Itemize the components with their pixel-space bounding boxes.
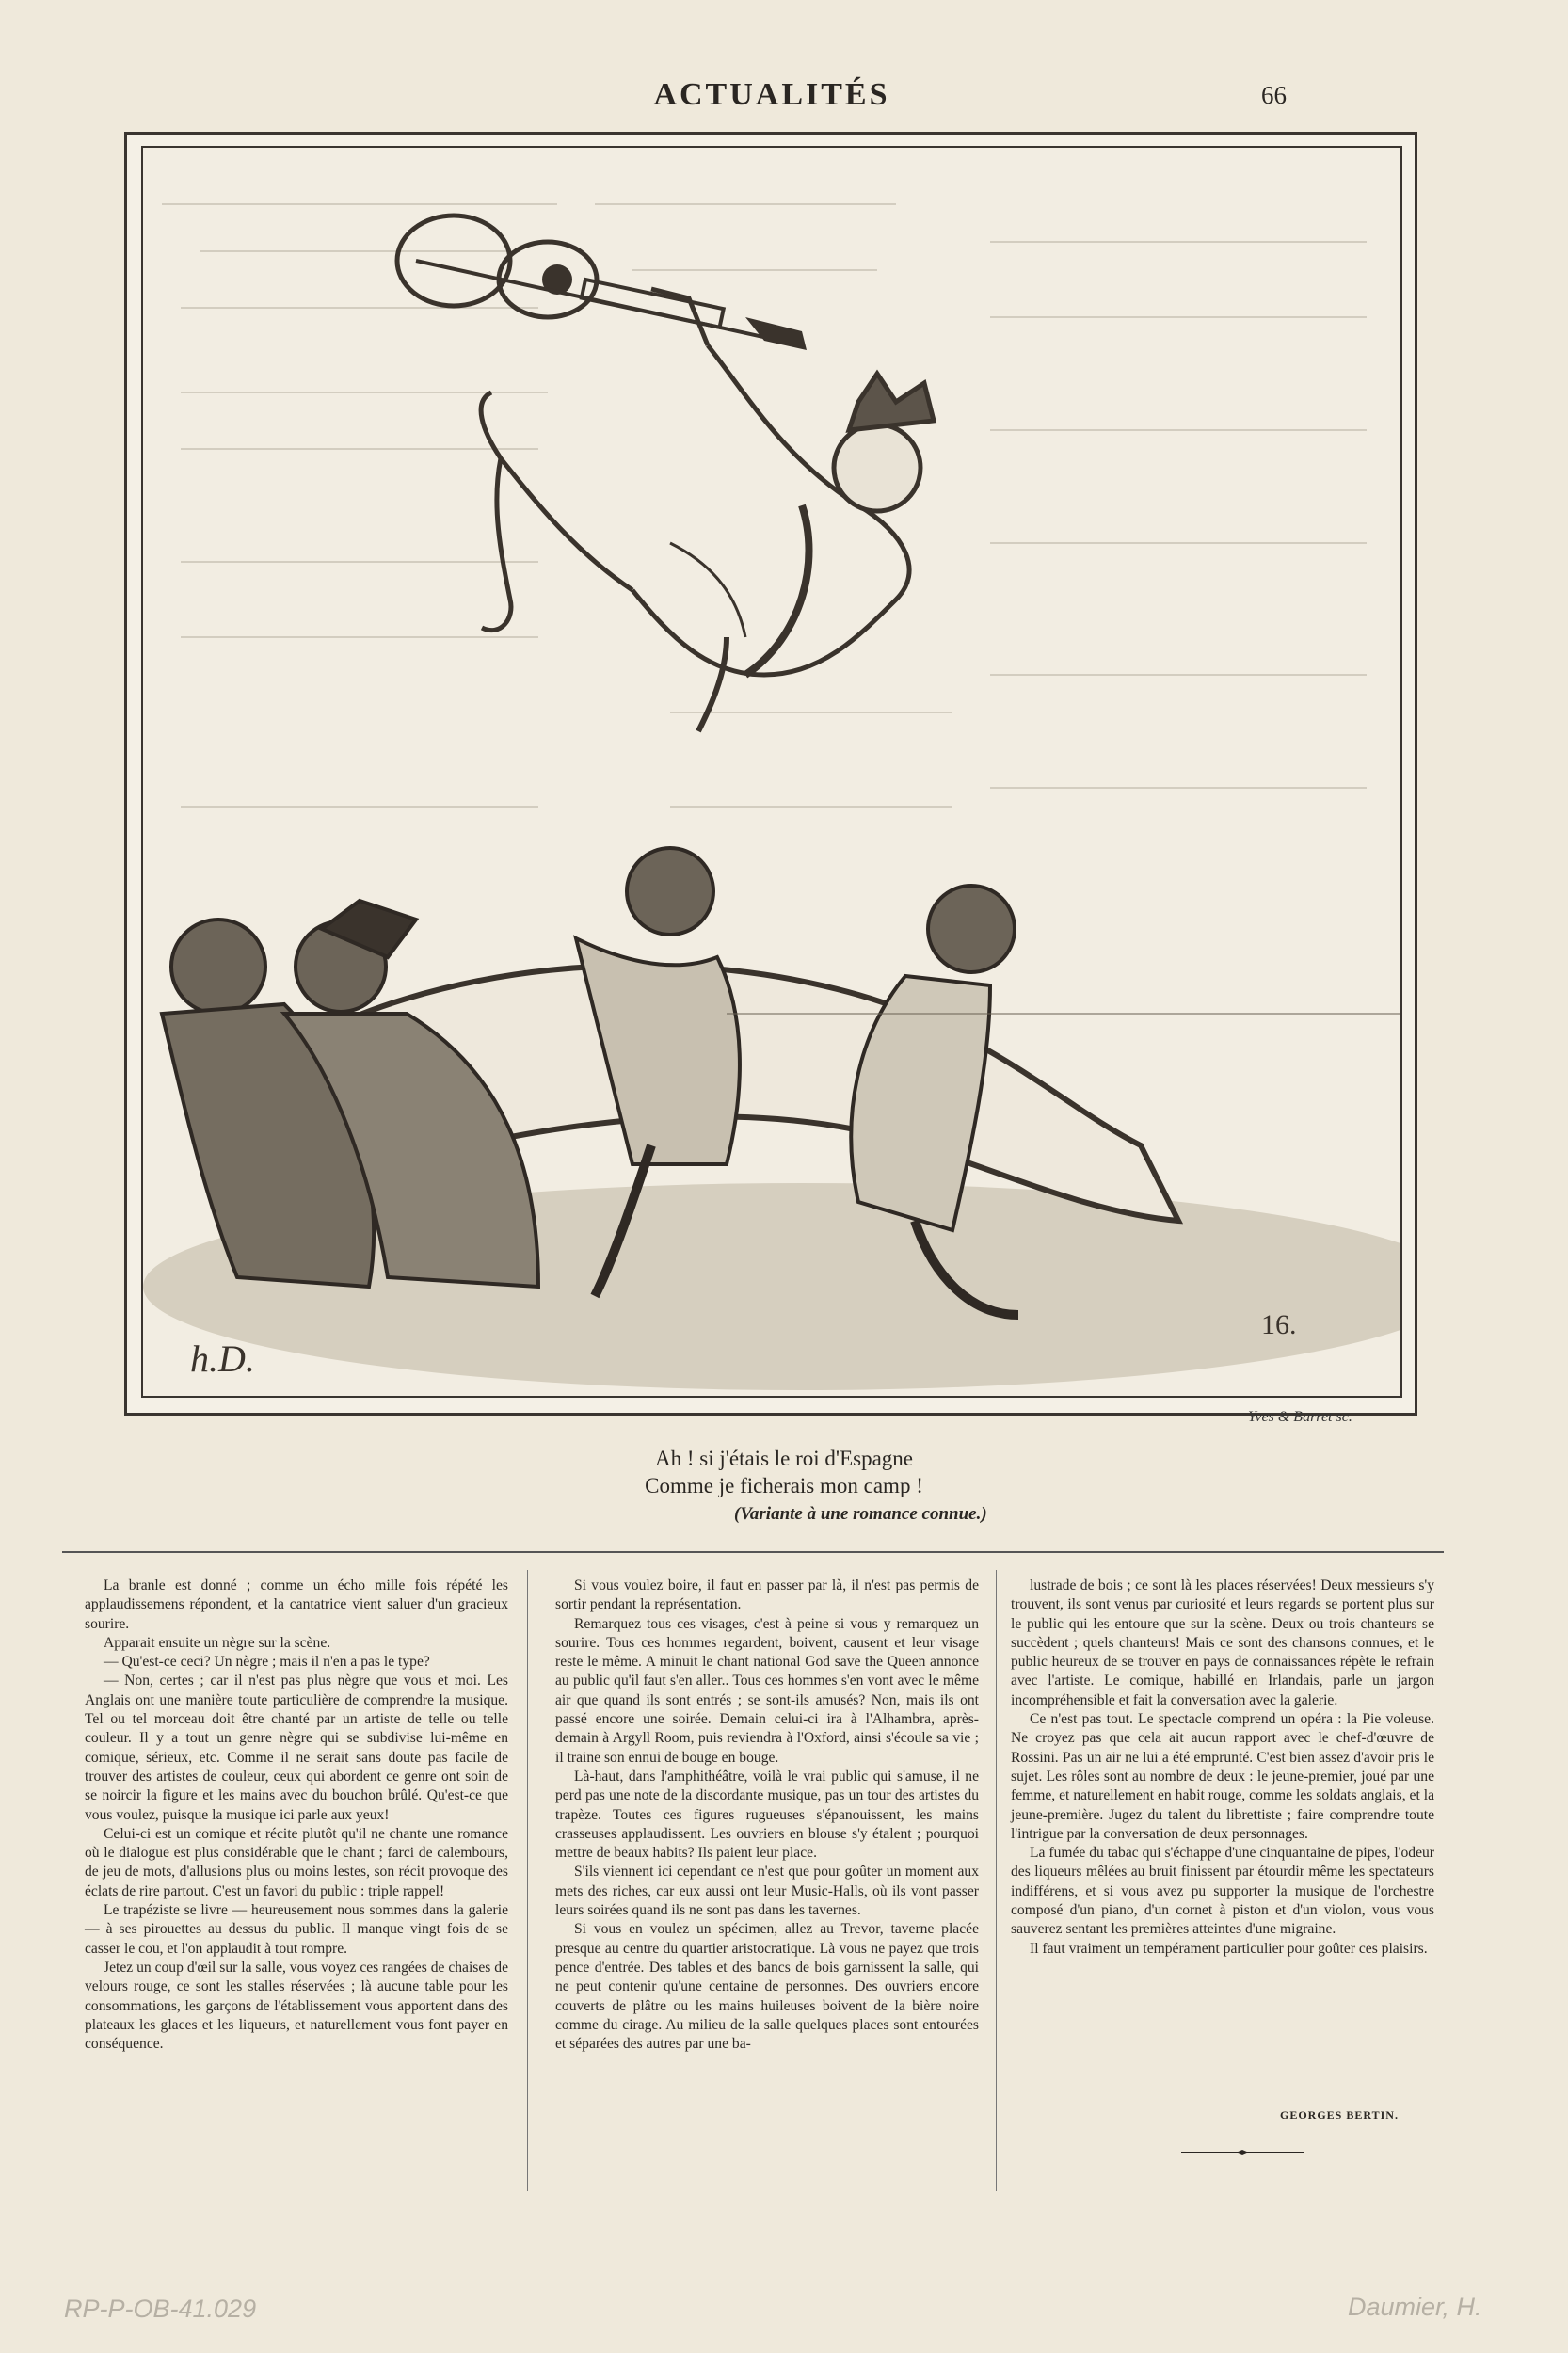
page-title: ACTUALITÉS	[653, 77, 890, 112]
paragraph: Le trapéziste se livre — heureusement nous sommes dans la galerie — à ses pirouettes au dessus du public. Il manque vingt fois de se casser le cou, et l'on applaudit à tout rompre.	[85, 1902, 508, 1957]
lithograph-illustration	[141, 146, 1402, 1398]
paragraph: lustrade de bois ; ce sont là les places réservées! Deux messieurs s'y trouvent, ils sont venus par curiosité et leurs regards se portent plus sur le public qui les entoure que sur la scène. Deux ou trois chanteurs se succèdent ; quels chanteurs! Mais ce sont des chansons connues, et le public heureux de se trouver en pays de connaissances répète le refrain avec l'artiste. Le comique, habillé en Irlandais, parle un jargon incompréhensible et fait la conversation avec la galerie.	[1011, 1577, 1434, 1708]
ornament-divider	[1181, 2150, 1304, 2155]
paragraph: Ce n'est pas tout. Le spectacle comprend un opéra : la Pie voleuse. Ne croyez pas que cela ait aucun rapport avec le chef-d'œuvre de Rossini. Pas un air ne lui a été emprunté. C'est bien assez d'avoir pris le sujet. Les rôles sont au nombre de deux : le jeune-premier, joué par une femme, et naturellement en habit rouge, comme les soldats anglais, et la jeune-première. Jugez du talent du librettiste ; faire comprendre toute l'intrigue par la conversation de deux personnages.	[1011, 1711, 1434, 1842]
paragraph: Là-haut, dans l'amphithéâtre, voilà le vrai public qui s'amuse, il ne perd pas une note de la discordante musique, pas un tour des artistes du trapèze. Toutes ces figures rugueuses s'épanouissent, les mains crasseuses applaudissent. Les ouvriers en blouse s'y étalent ; pourquoi mettre de beaux habits? Ils paient leur place.	[555, 1768, 979, 1862]
paragraph: — Qu'est-ce ceci? Un nègre ; mais il n'en a pas le type?	[104, 1654, 430, 1671]
plate-number: 16.	[1261, 1309, 1297, 1340]
paragraph: Remarquez tous ces visages, c'est à peine si vous y remarquez un sourire. Tous ces hommes regardent, boivent, causent et leur visage reste le même. A minuit le chant national God save the Queen annonce au public qu'il faut s'en aller.. Tous ces hommes s'en vont avec le même air que quand ils sont entrés ; se sont-ils amusés? Non, mais ils ont passé encore une soirée. Demain celui-ci ira à l'Alhambra, après-demain à Argyll Room, puis reviendra à l'Oxford, ainsi s'écoule sa vie ; il traine son ennui de bouge en bouge.	[555, 1615, 979, 1766]
caption-note: (Variante à une romance connue.)	[734, 1504, 987, 1524]
column-divider	[996, 1570, 997, 2191]
paragraph: La fumée du tabac qui s'échappe d'une cinquantaine de pipes, l'odeur des liqueurs mêlées au bruit finissent par étourdir même les spectateurs indifférens, et si vous avez pu supporter la musique de l'orchestre composé d'un piano, d'un cornet à piston et d'un violon, vous vous sauverez sentant les premières atteintes d'une migraine.	[1011, 1845, 1434, 1938]
artist-annotation: Daumier, H.	[1348, 2293, 1482, 2321]
article-column-2	[555, 1577, 979, 2054]
section-rule	[62, 1551, 1444, 1553]
paragraph: Si vous voulez boire, il faut en passer par là, il n'est pas permis de sortir pendant la représentation.	[555, 1577, 979, 1613]
paragraph: — Non, certes ; car il n'est pas plus nègre que vous et moi. Les Anglais ont une manière toute particulière de comprendre la musique. Tel ou tel morceau doit être chanté par un artiste de telle ou telle couleur. Il y a tout un genre nègre qui se subdivise lui-même en comique, sérieux, etc. Comme il ne serait sans doute pas facile de trouver des artistes de couleur, ceux qui abordent ce genre ont soin de se noircir la figure et les mains avec du bouchon brûlé. Qu'est-ce que vous voulez, puisque la musique ici parle aux yeux!	[85, 1673, 508, 1823]
caption-line-2: Comme je ficherais mon camp !	[645, 1474, 923, 1497]
paragraph: La branle est donné ; comme un écho mille fois répété les applaudissemens répondent, et la cantatrice vient saluer d'un gracieux sourire.	[85, 1577, 508, 1632]
article-column-1	[85, 1577, 508, 2054]
article-column-3	[1011, 1577, 1434, 1959]
column-divider	[527, 1570, 528, 2191]
paragraph: Celui-ci est un comique et récite plutôt qu'il ne chante une romance où le dialogue est plus considérable que le chant ; farci de calembours, de jeu de mots, d'allusions plus ou moins lestes, son récit provoque des éclats de rire partout. C'est un favori du public : triple rappel!	[85, 1825, 508, 1899]
paragraph: Si vous en voulez un spécimen, allez au Trevor, taverne placée presque au centre du quartier aristocratique. Là vous ne payez que trois pence d'entrée. Des tables et des bancs de bois garnissent la salle, qui ne peut contenir qu'une centaine de personnes. Des ouvriers encore couverts de plâtre ou les mains huileuses boivent de la bière noire comme du cirage. Au milieu de la salle quelques places sont entourées et séparées des autres par une ba-	[555, 1921, 979, 2053]
paragraph: Jetez un coup d'œil sur la salle, vous voyez ces rangées de chaises de velours rouge, ce sont les stalles réservées ; là aucune table pour les consommations, les garçons de l'établissement vous apportent dans des plateaux les glaces et les liqueurs, et naturellement vous font payer en conséquence.	[85, 1959, 508, 2053]
caption-line-1: Ah ! si j'étais le roi d'Espagne	[654, 1447, 913, 1470]
paragraph: Apparait ensuite un nègre sur la scène.	[104, 1634, 331, 1651]
paragraph: S'ils viennent ici cependant ce n'est que pour goûter un moment aux mets des riches, car eux aussi ont leur Music-Halls, où ils vont passer leurs soirées quand ils ne sont pas dans les tavernes.	[555, 1864, 979, 1919]
author-signature: GEORGES BERTIN.	[1280, 2108, 1399, 2121]
engraver-credit: Yves & Barret sc.	[1248, 1409, 1352, 1425]
paragraph: Il faut vraiment un tempérament particulier pour goûter ces plaisirs.	[1030, 1940, 1428, 1957]
inventory-number: RP-P-OB-41.029	[64, 2295, 257, 2323]
page-number: 66	[1261, 81, 1287, 109]
artist-monogram: h.D.	[190, 1337, 255, 1380]
